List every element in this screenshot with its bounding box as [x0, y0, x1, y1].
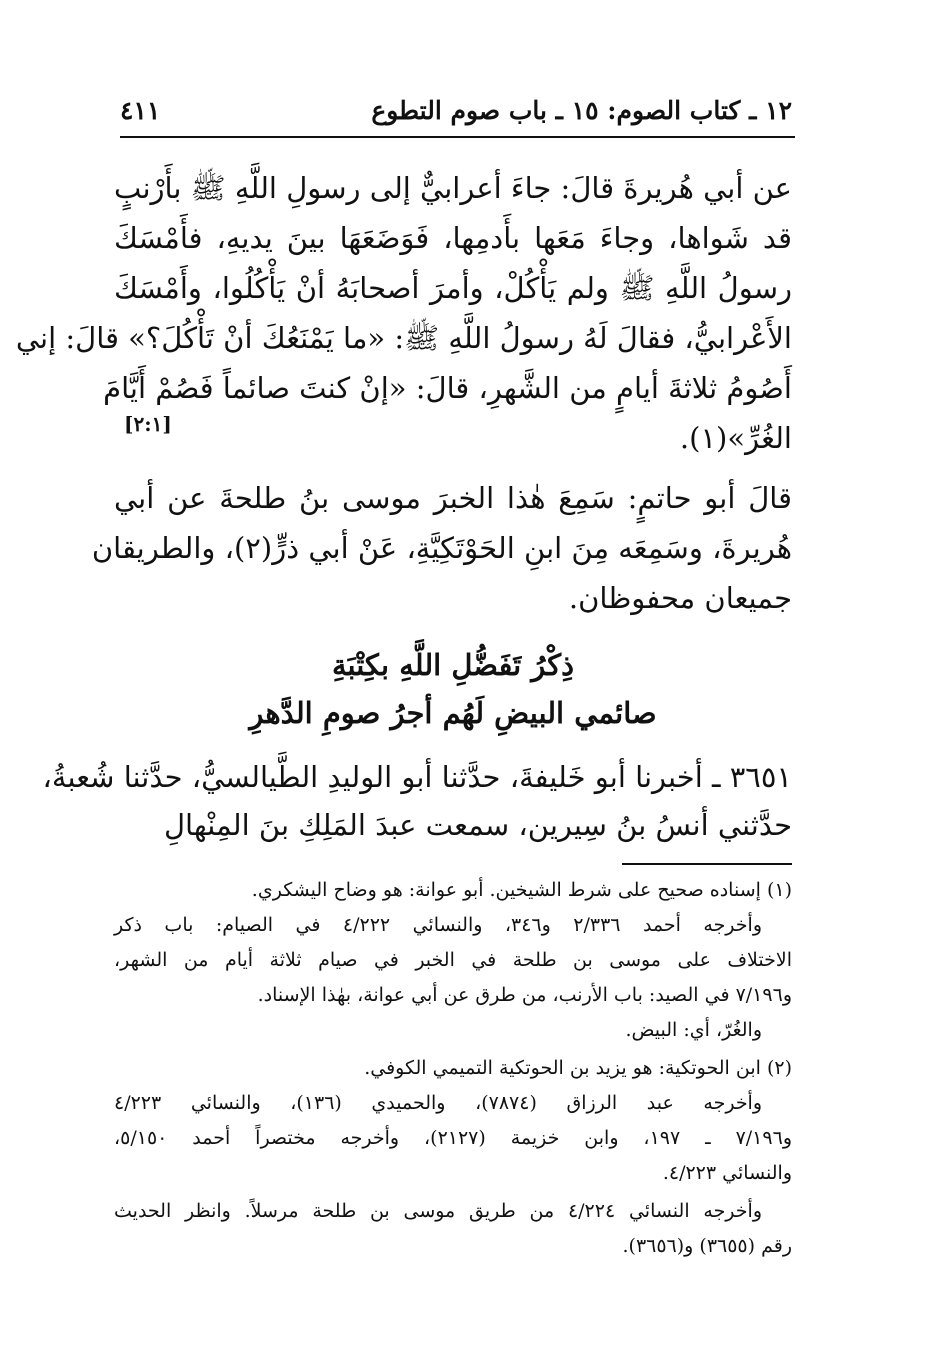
footnote-line: والغُرّ، أي: البيض. [625, 1019, 762, 1041]
hadith-line: رسولُ اللَّهِ ﷺ ولم يَأْكُلْ، وأمرَ أصحابَهُ أنْ يَأْكُلُوا، وأَمْسَكَ [114, 271, 792, 305]
commentary-line: هُريرةَ، وسَمِعَه مِنَ ابنِ الحَوْتَكِيَّةِ، عَنْ أبي ذرٍّ(٢)، والطريقان [91, 531, 792, 565]
hadith-line: الغُرِّ»(١). [679, 421, 792, 455]
hadith-isnad-line: حدَّثني أنسُ بنُ سِيرين، سمعت عبدَ المَلِكِ بنَ المِنْهالِ [163, 808, 792, 842]
commentary-line: قالَ أبو حاتمٍ: سَمِعَ هٰذا الخبرَ موسى بنُ طلحةَ عن أبي [114, 481, 792, 515]
page-number: ٤١١ [120, 96, 161, 125]
header-divider [120, 136, 795, 138]
footnote-line: وأخرجه أحمد ٢/٣٣٦ و٣٤٦، والنسائي ٤/٢٢٢ في الصيام: باب ذكر [114, 914, 762, 936]
footnote-line: و٧/١٩٦ في الصيد: باب الأرنب، من طرق عن أبي عوانة، بهٰذا الإسناد. [257, 984, 792, 1006]
footnote-divider [622, 863, 792, 865]
footnote-line: الاختلاف على موسى بن طلحة في الخبر في صيام ثلاثة أيام من الشهر، [114, 949, 792, 971]
footnote-line: وأخرجه النسائي ٤/٢٢٤ من طريق موسى بن طلحة مرسلاً. وانظر الحديث [114, 1200, 762, 1222]
footnote-line: رقم (٣٦٥٥) و(٣٦٥٦). [622, 1235, 792, 1257]
hadith-isnad-line: ٣٦٥١ ـ أخبرنا أبو خَليفةَ، حدَّثنا أبو الوليدِ الطَّيالسيُّ، حدَّثنا شُعبةُ، [42, 760, 792, 794]
footnote-line: والنسائي ٤/٢٢٣. [662, 1162, 792, 1184]
section-heading-subtitle: صائمي البيضِ لَهُم أجرُ صومِ الدَّهرِ [249, 696, 657, 730]
hadith-line: عن أبي هُريرةَ قالَ: جاءَ أعرابيٌّ إلى رسولِ اللَّهِ ﷺ بأَرْنبٍ [114, 171, 792, 205]
hadith-line: أَصُومُ ثلاثةَ أيامٍ من الشَّهرِ، قالَ: «إنْ كنتَ صائماً فَصُمْ أَيَّامَ [103, 371, 792, 405]
hadith-reference: [٢:١] [124, 412, 172, 436]
running-header-chapter: ١٢ ـ كتاب الصوم: ١٥ ـ باب صوم التطوع [371, 96, 792, 125]
footnote-line: و٧/١٩٦ ـ ١٩٧، وابن خزيمة (٢١٢٧)، وأخرجه مختصراً أحمد ٥/١٥٠، [114, 1127, 792, 1149]
footnote-line: (١) إسناده صحيح على شرط الشيخين. أبو عوانة: هو وضاح اليشكري. [251, 879, 792, 901]
commentary-line: جميعان محفوظان. [568, 581, 792, 615]
footnote-line: (٢) ابن الحوتكية: هو يزيد بن الحوتكية التميمي الكوفي. [364, 1057, 792, 1079]
section-heading: ذِكْرُ تَفَضُّلِ اللَّهِ بكِتْبَةِ [331, 648, 575, 682]
hadith-line: الأَعْرابيُّ، فقالَ لَهُ رسولُ اللَّهِ ﷺ: «ما يَمْنَعُكَ أنْ تَأْكُلَ؟» قالَ: إني [15, 321, 792, 355]
hadith-line: قد شَواها، وجاءَ مَعَها بأَدمِها، فَوَضَعَهَا بينَ يديهِ، فأَمْسَكَ [114, 221, 792, 255]
footnote-line: وأخرجه عبد الرزاق (٧٨٧٤)، والحميدي (١٣٦)، والنسائي ٤/٢٢٣ [114, 1092, 763, 1114]
